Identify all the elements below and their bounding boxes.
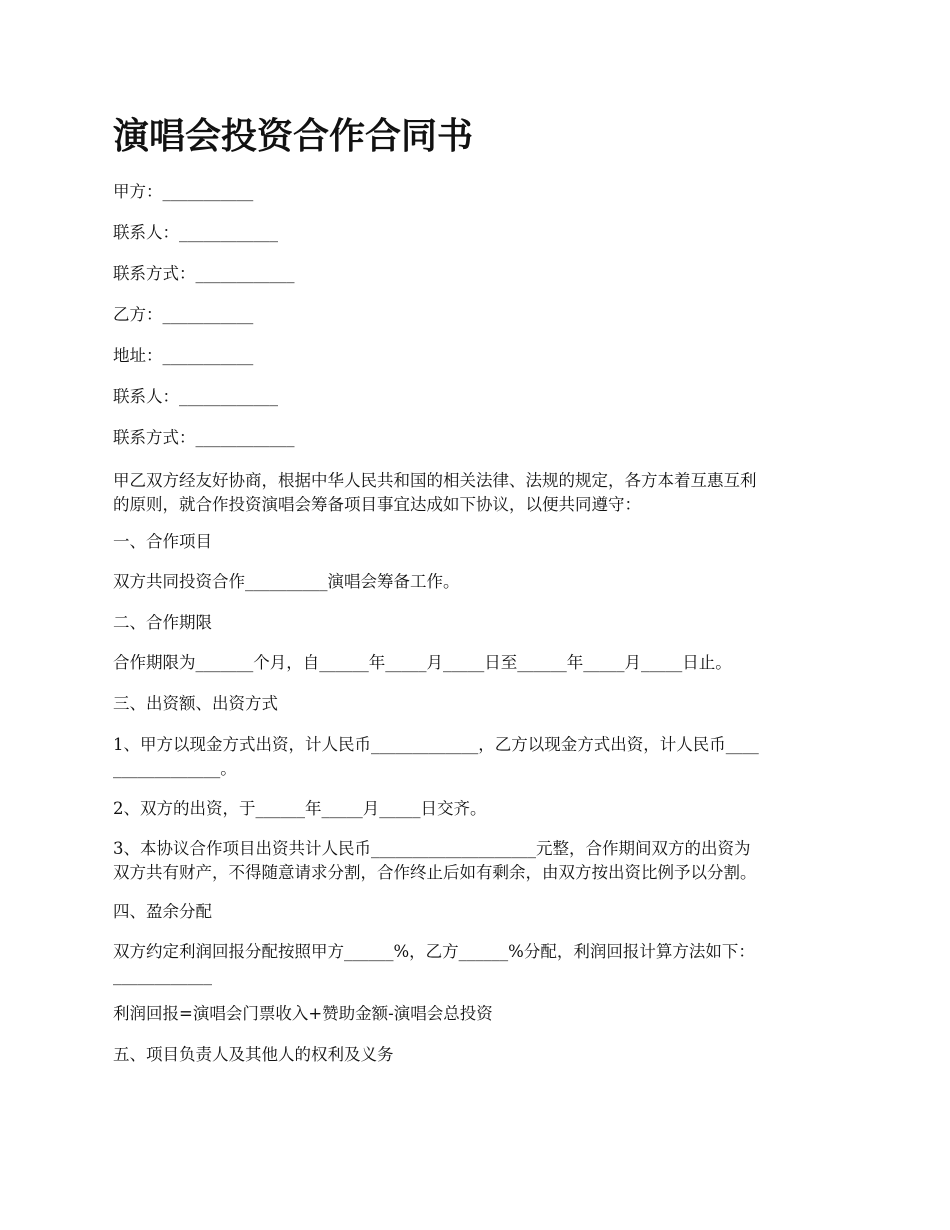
section-4-formula: 利润回报=演唱会门票收入+赞助金额-演唱会总投资	[113, 1004, 493, 1023]
section-4-body: 双方约定利润回报分配按照甲方______%，乙方______%分配，利润回报计算方法如下： ____________	[113, 942, 755, 985]
party-b-contact-field: 联系人：____________	[113, 387, 278, 406]
section-4-heading: 四、盈余分配	[113, 902, 212, 921]
section-1-heading: 一、合作项目	[113, 532, 212, 551]
party-b-address-field: 地址：___________	[113, 346, 254, 365]
party-a-contact-method-field: 联系方式：____________	[113, 264, 295, 283]
party-a-field: 甲方：___________	[113, 182, 254, 201]
section-3-heading: 三、出资额、出资方式	[113, 694, 278, 713]
party-b-field: 乙方：___________	[113, 305, 254, 324]
document-title: 演唱会投资合作合同书	[113, 115, 474, 157]
party-a-contact-field: 联系人：____________	[113, 223, 278, 242]
section-1-body: 双方共同投资合作__________演唱会筹备工作。	[113, 572, 460, 591]
section-3-item-2: 2、双方的出资，于______年_____月_____日交齐。	[113, 799, 487, 818]
section-3-item-3: 3、本协议合作项目出资共计人民币____________________元整，合作期间双方的出资为 双方共有财产，不得随意请求分割，合作终止后如有剩余，由双方按出资比例予以分割。	[113, 839, 757, 882]
intro-paragraph: 甲乙双方经友好协商，根据中华人民共和国的相关法律、法规的规定，各方本着互惠互利 的原则，就合作投资演唱会筹备项目事宜达成如下协议，以便共同遵守：	[113, 471, 757, 514]
section-2-heading: 二、合作期限	[113, 613, 212, 632]
section-5-heading: 五、项目负责人及其他人的权利及义务	[113, 1045, 394, 1064]
section-3-item-1: 1、甲方以现金方式出资，计人民币_____________，乙方以现金方式出资，计人民币____ _____________。	[113, 735, 759, 778]
section-2-body: 合作期限为_______个月，自______年_____月_____日至______年_____月_____日止。	[113, 653, 732, 672]
party-b-contact-method-field: 联系方式：____________	[113, 428, 295, 447]
